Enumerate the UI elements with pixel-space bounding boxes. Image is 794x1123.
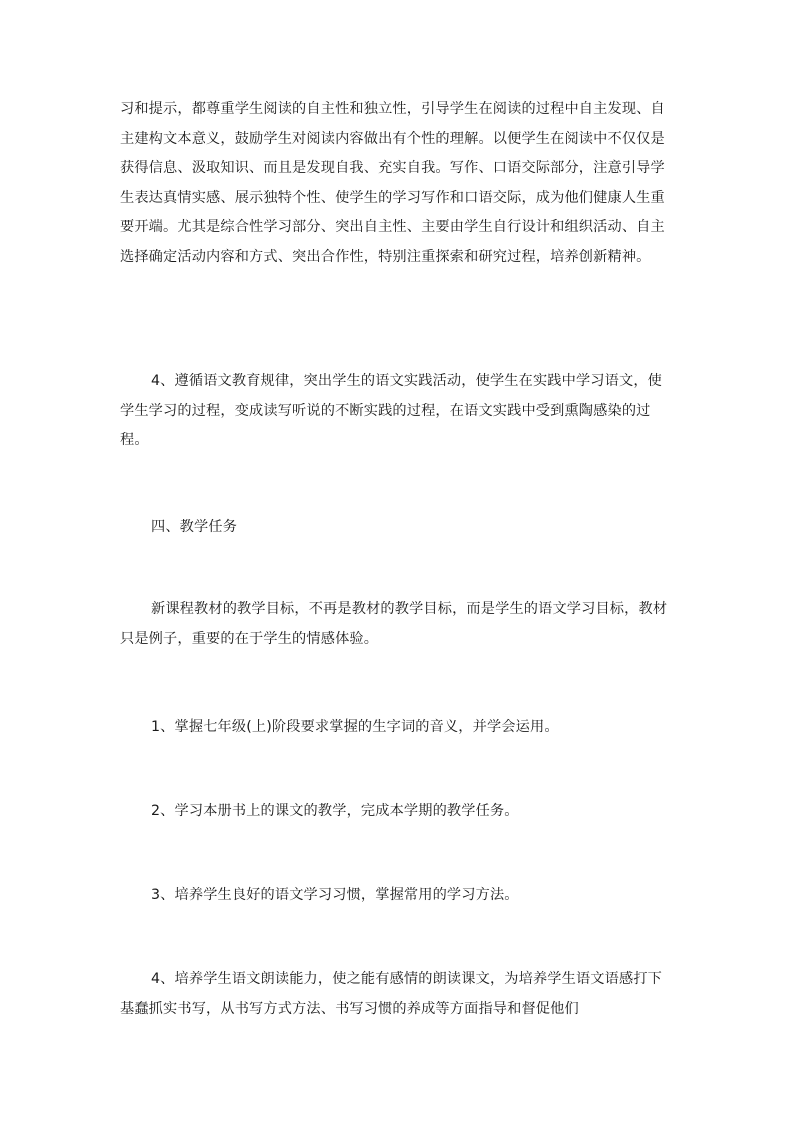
list-item-task-4: 4、培养学生语文朗读能力，使之能有感情的朗读课文，为培养学生语文语感打下基蠢抓实书写，从书写方式方法、书写习惯的养成等方面指导和督促他们: [120, 971, 662, 1017]
paragraph-reading-writing: 习和提示，都尊重学生阅读的自主性和独立性，引导学生在阅读的过程中自主发现、自主建构文本意义，鼓励学生对阅读内容做出有个性的理解。以便学生在阅读中不仅仅是获得信息、汲取知识、而且是发现自我、充实自我。写作、口语交际部分，注意引导学生表达真情实感、展示独特个性、使学生的学习写作和口语交际，成为他们健康人生重要开端。尤其是综合性学习部分、突出自主性、主要由学生自行设计和组织活动、自主选择确定活动内容和方式、突出合作性，特别注重探索和研究过程，培养创新精神。: [120, 101, 665, 265]
paragraph-item-4-principle: 4、遵循语文教育规律，突出学生的语文实践活动，使学生在实践中学习语文，使学生学习的过程，变成读写听说的不断实践的过程，在语文实践中受到熏陶感染的过程。: [120, 373, 662, 448]
list-item-task-2: 2、学习本册书上的课文的教学，完成本学期的教学任务。: [151, 803, 519, 819]
list-item-task-1: 1、掌握七年级(上)阶段要求掌握的生字词的音义，并学会运用。: [151, 719, 559, 735]
section-heading-teaching-tasks: 四、教学任务: [151, 519, 238, 535]
list-item-task-3: 3、培养学生良好的语文学习习惯，掌握常用的学习方法。: [151, 887, 519, 903]
paragraph-teaching-goals: 新课程教材的教学目标，不再是教材的教学目标，而是学生的语文学习目标，教材只是例子，重要的在于学生的情感体验。: [120, 601, 668, 647]
